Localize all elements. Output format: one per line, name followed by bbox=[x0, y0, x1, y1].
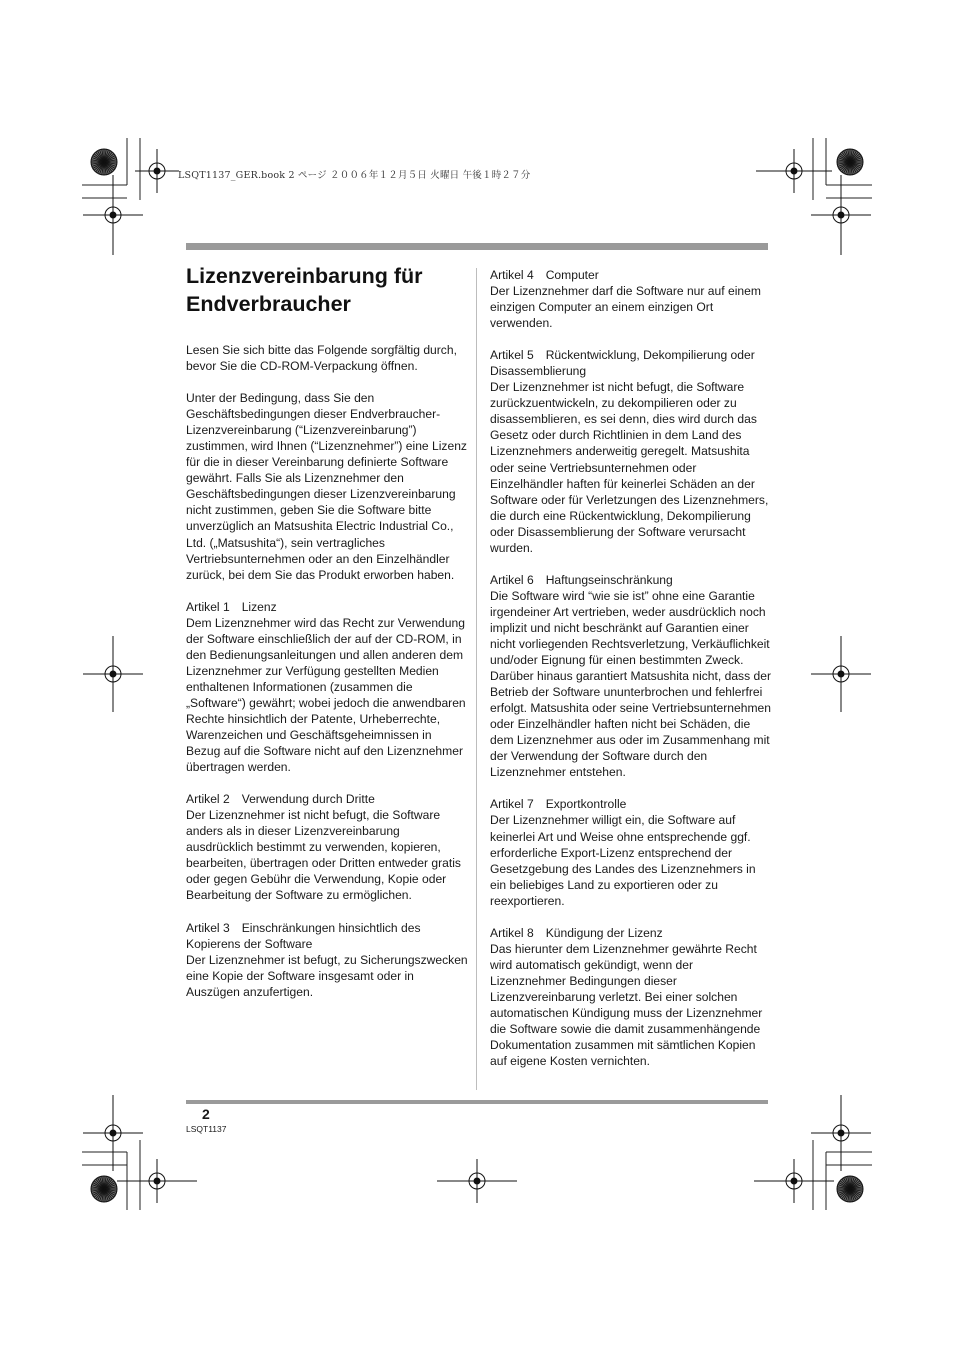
article-2 bbox=[186, 791, 468, 903]
registration-starburst-icon bbox=[837, 1176, 863, 1202]
article-body: Das hierunter dem Lizenznehmer gewährte Recht wird automatisch gekündigt, wenn der Lizenznehmer Bedingungen dieser Lizenzvereinbarung verletzt. Bei einer solchen automatischen Kündigung muss der Lizenznehmer die Software sowie die damit zusammenhängende Dokumentation zusammen mit sämtlichen Kopien auf eigene Kosten vernichten. bbox=[490, 941, 763, 1069]
article-number: Artikel 2 bbox=[186, 792, 230, 807]
article-number: Artikel 7 bbox=[490, 797, 534, 812]
article-4 bbox=[490, 267, 772, 331]
article-heading bbox=[186, 599, 468, 615]
page-number: 2 bbox=[202, 1106, 210, 1122]
article-title: Computer bbox=[545, 268, 599, 282]
article-7 bbox=[490, 796, 772, 908]
article-number: Artikel 1 bbox=[186, 599, 230, 614]
article-body: Der Lizenznehmer willigt ein, die Software auf keinerlei Art und Weise ohne entsprechende ggf. erforderliche Export-Lizenz entsprechend der Gesetzgebung des Landes des Lizenznehmers in ein beliebiges Land zu exportieren oder zu reexportieren. bbox=[490, 813, 756, 908]
article-heading bbox=[490, 796, 772, 812]
registration-starburst-icon bbox=[91, 149, 117, 175]
article-8 bbox=[490, 925, 772, 1069]
bottom-rule bbox=[186, 1100, 768, 1104]
article-number: Artikel 4 bbox=[490, 268, 534, 282]
intro-paragraph: Unter der Bedingung, dass Sie den Geschäftsbedingungen dieser Endverbraucher-Lizenzvereinbarung (“Lizenzvereinbarung”) zustimmen, wird Ihnen (“Lizenznehmer”) eine Lizenz für die in dieser Vereinbarung definierte Software gewährt. Falls Sie als Lizenznehmer den Geschäftsbedingungen dieser Lizenzvereinbarung nicht zustimmen, geben Sie die Software bitte unverzüglich an Matsushita Electric Industrial Co., Ltd. („Matsushita“), sein vertragliches Vertriebsunternehmen oder an den Einzelhändler zurück, bei dem Sie das Produkt erworben haben. bbox=[186, 391, 467, 582]
article-heading bbox=[490, 267, 772, 283]
document-code: LSQT1137 bbox=[186, 1124, 227, 1134]
article-number: Artikel 8 bbox=[490, 925, 534, 940]
article-body: Der Lizenznehmer ist nicht befugt, die Software anders als in dieser Lizenzvereinbarung ausdrücklich bestimmt zu verwenden, kopieren, bearbeiten, übertragen oder Dritten entweder gratis oder gegen Gebühr die Verwendung, Kopie oder Bearbeitung der Software zu ermöglichen. bbox=[186, 808, 461, 903]
left-column bbox=[186, 342, 468, 1000]
column-divider bbox=[476, 268, 477, 1090]
article-heading bbox=[490, 347, 772, 379]
registration-starburst-icon bbox=[91, 1176, 117, 1202]
intro-paragraph: Lesen Sie sich bitte das Folgende sorgfältig durch, bevor Sie die CD-ROM-Verpackung öffnen. bbox=[186, 343, 457, 374]
article-title: Einschränkungen hinsichtlich des Kopierens der Software bbox=[186, 920, 421, 951]
article-heading bbox=[490, 572, 772, 588]
article-6 bbox=[490, 572, 772, 781]
article-title: Verwendung durch Dritte bbox=[241, 792, 375, 807]
article-1 bbox=[186, 599, 468, 776]
right-column bbox=[490, 267, 772, 1069]
article-body: Der Lizenznehmer ist nicht befugt, die Software zurückzuentwickeln, zu dekompilieren oder zu disassemblieren, es sei denn, dies wird durch das Gesetz oder durch Richtlinien in dem Land des Lizenznehmers anderweitig geregelt. Matsushita oder seine Vertriebsunternehmen oder Einzelhändler haften für keinerlei Schäden an der Software oder für Verletzungen des Lizenznehmers, die durch eine Rückentwicklung, Dekompilierung oder Disassemblierung der Software verursacht wurden. bbox=[490, 380, 769, 555]
article-heading bbox=[490, 925, 772, 941]
article-heading bbox=[186, 920, 468, 952]
article-body: Der Lizenznehmer darf die Software nur auf einem einzigen Computer an einem einzigen Ort verwenden. bbox=[490, 284, 761, 331]
article-title: Kündigung der Lizenz bbox=[545, 925, 663, 940]
article-heading bbox=[186, 791, 468, 807]
article-title: Exportkontrolle bbox=[545, 797, 627, 812]
top-rule bbox=[186, 243, 768, 250]
page-title bbox=[186, 262, 466, 318]
article-number: Artikel 6 bbox=[490, 572, 534, 587]
article-5 bbox=[490, 347, 772, 556]
article-title: Haftungseinschränkung bbox=[545, 572, 673, 587]
article-number: Artikel 5 bbox=[490, 348, 534, 363]
article-title: Lizenz bbox=[241, 599, 277, 614]
article-3 bbox=[186, 920, 468, 1000]
title-line-1: Lizenzvereinbarung für bbox=[186, 264, 423, 288]
article-body: Die Software wird “wie sie ist” ohne eine Garantie irgendeiner Art vertrieben, weder ausdrücklich noch implizit und nicht beschränkt auf Garantien einer nicht vorliegenden Rechtsverletzung, Verkäuflichkeit und/oder Eignung für einen bestimmten Zweck. Darüber hinaus garantiert Matsushita nicht, dass der Betrieb der Software ununterbrochen und fehlerfrei erfolgt. Matsushita oder seine Vertriebsunternehmen oder Einzelhändler haften nicht bei Schäden, die dem Lizenznehmer aus oder im Zusammenhang mit der Verwendung der Software durch den Lizenznehmer entstehen. bbox=[490, 588, 772, 780]
article-body: Der Lizenznehmer ist befugt, zu Sicherungszwecken eine Kopie der Software insgesamt oder in Auszügen anzufertigen. bbox=[186, 952, 468, 999]
article-title: Rückentwicklung, Dekompilierung oder Disassemblierung bbox=[490, 348, 755, 379]
article-number: Artikel 3 bbox=[186, 920, 230, 935]
print-header: LSQT1137_GER.book 2 ページ ２００６年１２月５日 火曜日 午後１時２７分 bbox=[178, 170, 531, 181]
title-line-2: Endverbraucher bbox=[186, 292, 351, 316]
registration-starburst-icon bbox=[837, 149, 863, 175]
article-body: Dem Lizenznehmer wird das Recht zur Verwendung der Software einschließlich der auf der CD-ROM, in den Bedienungsanleitungen und allen anderen dem Lizenznehmer zur Verfügung gestellten Medien enthaltenen Informationen (zusammen die „Software“) gewährt; wobei jedoch die anwendbaren Rechte hinsichtlich der Patente, Urheberrechte, Warenzeichen und Geschäftsgeheimnissen in Bezug auf die Software nicht auf den Lizenznehmer übertragen werden. bbox=[186, 615, 466, 775]
